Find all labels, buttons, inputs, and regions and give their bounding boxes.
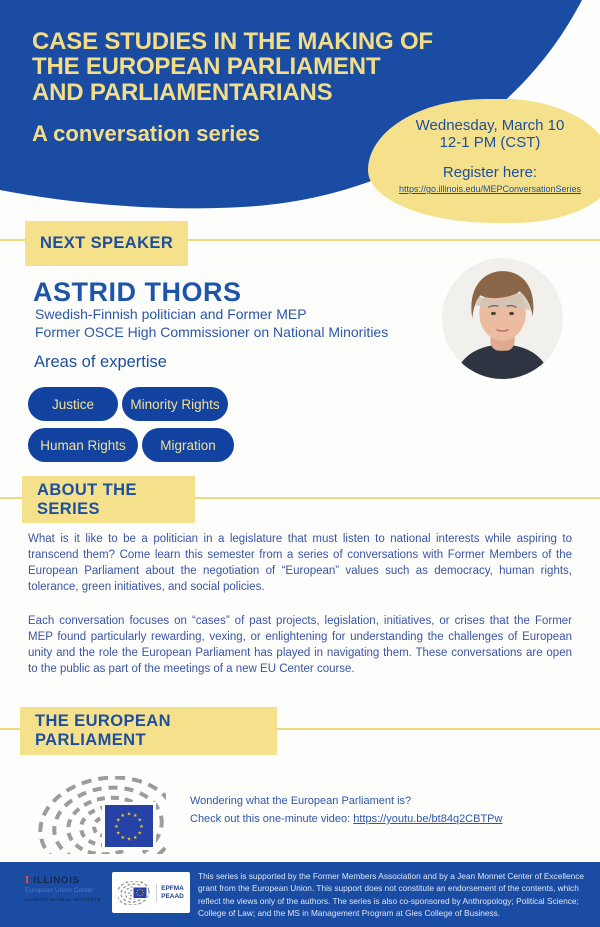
eu-center-label: European Union Center xyxy=(25,887,94,894)
event-info-blob xyxy=(368,99,600,223)
svg-text:★: ★ xyxy=(133,834,138,841)
illinois-logo xyxy=(25,874,80,886)
svg-text:★: ★ xyxy=(120,834,125,841)
parliament-video-link[interactable]: https://youtu.be/bt84q2CBTPw xyxy=(353,813,503,825)
svg-text:★: ★ xyxy=(133,813,138,820)
svg-text:★: ★ xyxy=(137,830,143,837)
event-date: Wednesday, March 10 xyxy=(415,117,565,134)
register-label: Register here: xyxy=(442,164,538,181)
svg-text:★: ★ xyxy=(115,817,121,824)
speaker-role-2: Former OSCE High Commissioner on National Minorities xyxy=(35,324,389,340)
speaker-name: ASTRID THORS xyxy=(33,277,242,307)
speaker-photo xyxy=(442,258,563,379)
parliament-video-prefix: Check out this one-minute video: xyxy=(190,813,354,825)
section-label-about: ABOUT THE SERIES xyxy=(22,476,195,523)
event-time: 12-1 PM (CST) xyxy=(439,134,541,151)
illinois-wordmark: ILLINOIS xyxy=(33,875,80,886)
epfma-logo-box xyxy=(112,872,190,913)
poster-subtitle: A conversation series xyxy=(32,121,260,146)
global-institute-label: ILLINOIS GLOBAL INSTITUTE xyxy=(25,897,102,902)
expertise-tag-minority-rights: Minority Rights xyxy=(122,387,228,421)
about-paragraph-2: Each conversation focuses on “cases” of past projects, legislation, initiatives, or crises that the Former MEP found particularly rewarding, vexing, or enlightening for understanding the challenges of European unity and the role the European Parliament has played in navigating them. These conversations are open to the public as part of the meetings of a new EU Center course. xyxy=(28,615,572,675)
poster-title-line1: CASE STUDIES IN THE MAKING OF xyxy=(32,28,433,55)
parliament-question: Wondering what the European Parliament is? xyxy=(190,795,412,807)
svg-text:★: ★ xyxy=(126,811,132,818)
expertise-heading: Areas of expertise xyxy=(34,353,167,371)
european-parliament-logo xyxy=(38,776,166,854)
footer-disclaimer: This series is supported by the Former Members Association and by a Jean Monnet Center of Excellence grant from the European Union. This support does not constitute an endorsement of the contents, which reflect the views only of the authors. The series is also co-sponsored by Anthropology; Political Science; College of Law; and the MS in Management Program at Gies College of Business. xyxy=(198,871,584,919)
poster-title-line3: AND PARLIAMENTARIANS xyxy=(32,78,333,106)
poster-title-line2: THE EUROPEAN PARLIAMENT xyxy=(32,53,381,81)
svg-text:★: ★ xyxy=(137,817,143,824)
section-label-parliament: THE EUROPEAN PARLIAMENT xyxy=(20,707,277,755)
svg-text:★: ★ xyxy=(115,830,121,837)
epfma-hemicycle-icon xyxy=(118,881,152,905)
expertise-tag-migration: Migration xyxy=(142,428,234,462)
svg-text:★: ★ xyxy=(120,813,125,820)
footer-bar xyxy=(0,862,600,927)
epfma-acronym-2: PEAAD xyxy=(161,892,184,900)
svg-text:★: ★ xyxy=(139,824,144,830)
section-label-next-speaker: NEXT SPEAKER xyxy=(25,221,188,266)
epfma-acronym-1: EPFMA xyxy=(161,884,184,892)
svg-text:★: ★ xyxy=(126,836,132,843)
expertise-tag-human-rights: Human Rights xyxy=(28,428,138,462)
poster-title xyxy=(32,29,433,105)
speaker-role-1: Swedish-Finnish politician and Former MEP xyxy=(35,306,307,322)
about-paragraph-1: What is it like to be a politician in a legislature that must listen to national interests while aspiring to transcend them? Come learn this semester from a series of conversations with Former Members of the European Parliament about the negotiation of “European” values such as democracy, human rights, tolerance, green initiatives, and social policies. xyxy=(28,533,572,593)
register-link[interactable]: https://go.illinois.edu/MEPConversationSeries xyxy=(398,184,582,194)
expertise-tag-justice: Justice xyxy=(28,387,118,421)
parliament-video-line xyxy=(190,813,502,825)
epfma-divider xyxy=(156,884,157,902)
illinois-block-i-icon: I xyxy=(25,874,30,886)
svg-text:★: ★ xyxy=(114,824,119,830)
